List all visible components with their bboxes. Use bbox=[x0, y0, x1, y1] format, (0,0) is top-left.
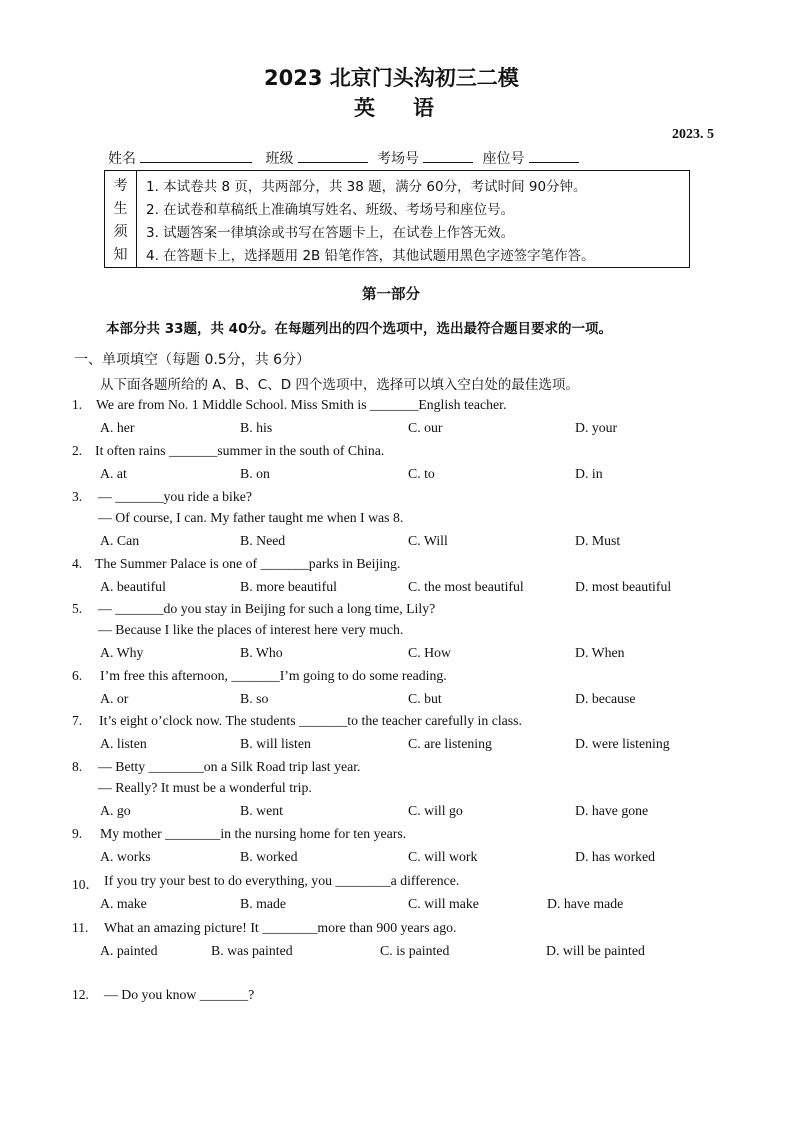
answer-option[interactable]: A. Why bbox=[100, 645, 144, 660]
answer-option[interactable]: D. have made bbox=[547, 896, 624, 911]
notice-side-label bbox=[105, 171, 137, 267]
notice-line: 1. 本试卷共 8 页，共两部分，共 38 题，满分 60分，考试时间 90分钟。 bbox=[146, 179, 587, 195]
answer-option[interactable]: C. will make bbox=[408, 896, 479, 911]
answer-option[interactable]: B. Need bbox=[240, 533, 286, 548]
answer-option[interactable]: A. at bbox=[100, 466, 127, 481]
section-title: 一、单项填空（每题 0.5分，共 6分） bbox=[74, 352, 311, 368]
answer-option[interactable]: D. because bbox=[575, 691, 636, 706]
notice-char: 考 bbox=[113, 178, 128, 194]
question-stem: — Betty ________on a Silk Road trip last year. bbox=[98, 759, 361, 774]
answer-option[interactable]: D. will be painted bbox=[546, 943, 645, 958]
answer-option[interactable]: D. most beautiful bbox=[575, 579, 672, 594]
question-stem: My mother ________in the nursing home for ten years. bbox=[100, 826, 407, 841]
part-intro-plain: 本部分共 33题，共 40分。 bbox=[106, 321, 275, 337]
answer-option[interactable]: B. Who bbox=[240, 645, 283, 660]
exam-room-field[interactable] bbox=[423, 149, 473, 163]
answer-option[interactable]: B. went bbox=[240, 803, 283, 818]
answer-option[interactable]: B. was painted bbox=[211, 943, 293, 958]
answer-option[interactable]: C. How bbox=[408, 645, 451, 660]
notice-char: 须 bbox=[113, 224, 128, 240]
question-stem: If you try your best to do everything, you ________a difference. bbox=[104, 873, 460, 888]
candidate-notice-box bbox=[104, 170, 690, 268]
question-stem: I’m free this afternoon, _______I’m going to do some reading. bbox=[100, 668, 447, 683]
answer-option[interactable]: D. in bbox=[575, 466, 603, 481]
notice-line: 4. 在答题卡上，选择题用 2B 铅笔作答，其他试题用黑色字迹签字笔作答。 bbox=[146, 248, 595, 264]
question-number: 5. bbox=[72, 601, 83, 616]
exam-title: 2023 北京门头沟初三二模 bbox=[264, 66, 519, 90]
question-number: 4. bbox=[72, 556, 83, 571]
answer-option[interactable]: C. Will bbox=[408, 533, 448, 548]
answer-option[interactable]: A. or bbox=[100, 691, 129, 706]
class-label: 班级 bbox=[265, 152, 294, 167]
question-number: 1. bbox=[72, 397, 83, 412]
exam-room-label: 考场号 bbox=[377, 152, 419, 167]
answer-option[interactable]: D. have gone bbox=[575, 803, 649, 818]
answer-option[interactable]: C. are listening bbox=[408, 736, 492, 751]
question-number: 8. bbox=[72, 759, 83, 774]
question-number: 2. bbox=[72, 443, 83, 458]
info-row bbox=[108, 148, 585, 168]
question-stem: — Because I like the places of interest here very much. bbox=[98, 622, 404, 637]
answer-option[interactable]: B. on bbox=[240, 466, 270, 481]
answer-option[interactable]: C. is painted bbox=[380, 943, 450, 958]
subject-title: 英语 bbox=[354, 96, 472, 120]
answer-option[interactable]: A. Can bbox=[100, 533, 140, 548]
question-number: 3. bbox=[72, 489, 83, 504]
notice-char: 知 bbox=[113, 247, 128, 263]
answer-option[interactable]: A. go bbox=[100, 803, 131, 818]
question-stem: — _______do you stay in Beijing for such a long time, Lily? bbox=[98, 601, 436, 616]
question-stem: It’s eight o’clock now. The students _______to the teacher carefully in class. bbox=[99, 713, 522, 728]
answer-option[interactable]: D. were listening bbox=[575, 736, 670, 751]
question-number: 9. bbox=[72, 826, 83, 841]
answer-option[interactable]: B. worked bbox=[240, 849, 298, 864]
answer-option[interactable]: D. your bbox=[575, 420, 618, 435]
section-instruction: 从下面各题所给的 A、B、C、D 四个选项中，选择可以填入空白处的最佳选项。 bbox=[100, 377, 579, 393]
notice-line: 3. 试题答案一律填涂或书写在答题卡上，在试卷上作答无效。 bbox=[146, 225, 515, 241]
answer-option[interactable]: C. but bbox=[408, 691, 442, 706]
class-field[interactable] bbox=[298, 149, 368, 163]
question-number: 11. bbox=[72, 920, 89, 935]
answer-option[interactable]: C. the most beautiful bbox=[408, 579, 524, 594]
part-heading: 第一部分 bbox=[362, 287, 420, 303]
exam-date: 2023. 5 bbox=[672, 127, 714, 142]
part-intro-bold: 在每题列出的四个选项中，选出最符合题目要求的一项。 bbox=[274, 321, 612, 337]
part-intro bbox=[106, 317, 612, 337]
answer-option[interactable]: A. beautiful bbox=[100, 579, 166, 594]
answer-option[interactable]: A. works bbox=[100, 849, 151, 864]
answer-option[interactable]: D. has worked bbox=[575, 849, 656, 864]
answer-option[interactable]: A. painted bbox=[100, 943, 158, 958]
answer-option[interactable]: C. will work bbox=[408, 849, 478, 864]
answer-option[interactable]: B. his bbox=[240, 420, 273, 435]
name-field[interactable] bbox=[140, 149, 252, 163]
question-number: 10． bbox=[72, 877, 99, 892]
question-stem: What an amazing picture! It ________more than 900 years ago. bbox=[104, 920, 457, 935]
answer-option[interactable]: B. will listen bbox=[240, 736, 311, 751]
question-stem: We are from No. 1 Middle School. Miss Smith is _______English teacher. bbox=[96, 397, 507, 412]
question-stem: — Of course, I can. My father taught me when I was 8. bbox=[98, 510, 404, 525]
answer-option[interactable]: B. made bbox=[240, 896, 286, 911]
question-stem: — _______you ride a bike? bbox=[98, 489, 253, 504]
question-stem: — Really? It must be a wonderful trip. bbox=[98, 780, 312, 795]
answer-option[interactable]: B. more beautiful bbox=[240, 579, 337, 594]
notice-line: 2. 在试卷和草稿纸上准确填写姓名、班级、考场号和座位号。 bbox=[146, 202, 515, 218]
question-stem: It often rains _______summer in the south of China. bbox=[95, 443, 385, 458]
answer-option[interactable]: A. her bbox=[100, 420, 135, 435]
answer-option[interactable]: D. Must bbox=[575, 533, 621, 548]
answer-option[interactable]: B. so bbox=[240, 691, 269, 706]
answer-option[interactable]: C. will go bbox=[408, 803, 463, 818]
question-number: 12. bbox=[72, 987, 89, 1002]
question-number: 7. bbox=[72, 713, 83, 728]
answer-option[interactable]: D. When bbox=[575, 645, 625, 660]
name-label: 姓名 bbox=[108, 152, 136, 167]
answer-option[interactable]: C. to bbox=[408, 466, 435, 481]
answer-option[interactable]: A. make bbox=[100, 896, 147, 911]
seat-label: 座位号 bbox=[482, 152, 525, 167]
question-number: 6. bbox=[72, 668, 83, 683]
seat-field[interactable] bbox=[529, 149, 579, 163]
notice-char: 生 bbox=[113, 201, 128, 217]
answer-option[interactable]: A. listen bbox=[100, 736, 147, 751]
question-stem: — Do you know _______? bbox=[104, 987, 255, 1002]
question-stem: The Summer Palace is one of _______parks in Beijing. bbox=[95, 556, 401, 571]
answer-option[interactable]: C. our bbox=[408, 420, 443, 435]
